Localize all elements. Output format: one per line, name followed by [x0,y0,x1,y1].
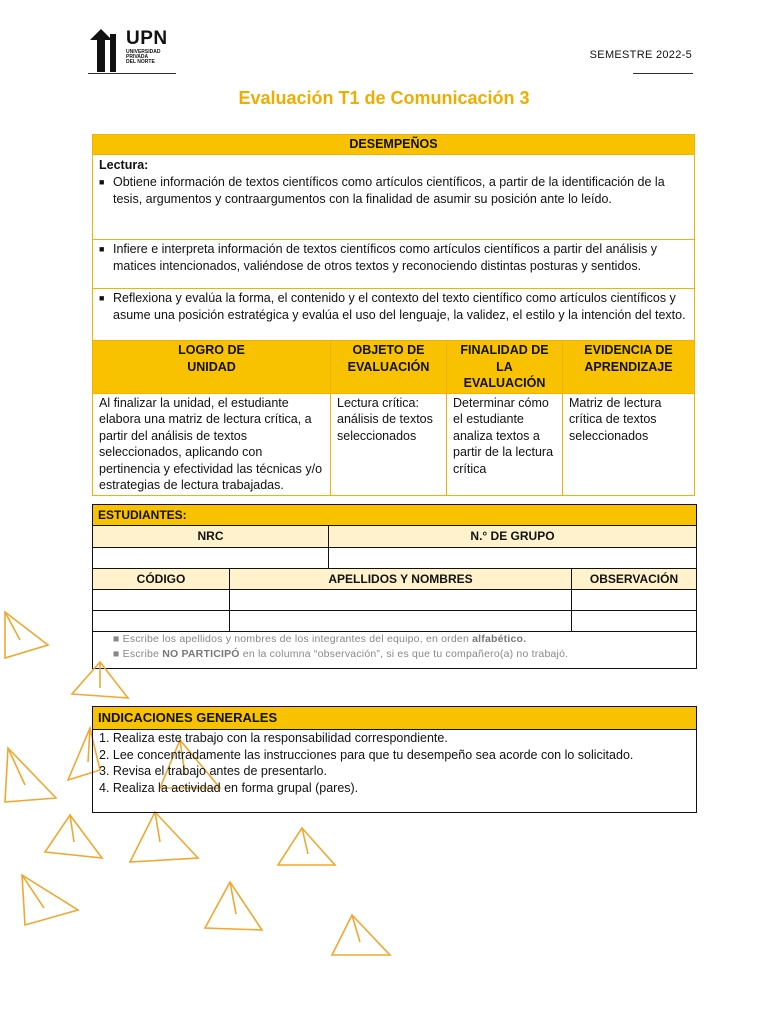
observacion-input[interactable] [572,590,696,610]
desempeno-cell-1 [93,155,695,240]
indicacion-item: 4. Realiza la actividad en forma grupal (pares). [99,780,359,795]
triangle-icon [5,612,48,658]
bullet-icon: ■ [99,293,105,303]
triangle-icon [278,828,335,865]
triangle-icon [5,748,56,802]
triangle-icon [332,915,390,955]
bullet-icon: ■ [113,648,123,660]
semester-label: SEMESTRE 2022-5 [589,49,692,61]
observacion-header: OBSERVACIÓN [589,572,679,586]
codigo-header-row [93,569,696,590]
indicaciones-box [92,706,697,813]
note-no-participo: ■ Escribe NO PARTICIPÓ en la columna “observación”, si es que tu compañero(a) no trabajó. [113,648,569,660]
page-title: Evaluación T1 de Comunicación 3 [238,88,530,108]
desempeno-item: Reflexiona y evalúa la forma, el contenido y el contexto del texto científico como artículos científicos y asume una posición estratégica y evalúa el uso del lenguaje, la validez, el estilo y la intención del texto. [113,291,686,322]
header-line-left [88,73,176,74]
nrc-input[interactable] [93,548,329,568]
estudiantes-title: ESTUDIANTES: [93,505,696,526]
triangle-icon [205,882,262,930]
header-line-right [633,73,693,74]
desempeno-cell-2 [93,240,695,289]
bullet-icon: ■ [99,177,105,187]
objeto-cell: Lectura crítica: análisis de textos seleccionados [331,393,447,495]
grupo-input[interactable] [329,548,696,568]
evidencia-cell: Matriz de lectura crítica de textos seleccionados [563,393,695,495]
observacion-input[interactable] [572,611,696,631]
triangle-icon [130,812,198,862]
bullet-icon: ■ [113,633,123,645]
triangle-icon [45,815,102,858]
note-alfabetico: ■ Escribe los apellidos y nombres de los integrantes del equipo, en orden alfabético. [113,633,527,645]
nrc-header-row [93,526,696,548]
finalidad-cell: Determinar cómo el estudiante analiza textos a partir de la lectura crítica [447,393,563,495]
indicacion-item: 1. Realiza este trabajo con la responsabilidad correspondiente. [99,731,448,745]
triangle-icon [22,875,78,925]
logro-header: LOGRO DE UNIDAD [93,341,331,394]
lectura-label: Lectura: [99,158,149,172]
bullet-icon: ■ [99,244,105,254]
apellidos-header: APELLIDOS Y NOMBRES [230,569,572,589]
evidencia-header: EVIDENCIA DE APRENDIZAJE [563,341,695,394]
logo-subtitle: UNIVERSIDAD PRIVADA DEL NORTE [126,49,161,66]
desempeno-cell-3 [93,289,695,342]
nrc-input-row [93,548,696,569]
nrc-header: NRC [93,526,329,547]
logro-cell: Al finalizar la unidad, el estudiante elabora una matriz de lectura crítica, a partir del análisis de textos seleccionados, aplicando con pertinencia y efectividad las técnicas y/o estrategias de lectura trabajadas. [93,393,331,495]
finalidad-header: FINALIDAD DE LA EVALUACIÓN [447,341,563,394]
indicaciones-title: INDICACIONES GENERALES [93,707,696,730]
grupo-header: N.° DE GRUPO [470,529,555,543]
desempenos-table [92,134,695,342]
objeto-header: OBJETO DE EVALUACIÓN [331,341,447,394]
desempeno-item: Obtiene información de textos científicos como artículos científicos, a partir de la identificación de la tesis, argumentos y contraargumentos con la finalidad de asumir su posición ante lo leído. [113,175,665,206]
indicacion-item: 3. Revisa el trabajo antes de presentarlo. [99,764,327,778]
codigo-header: CÓDIGO [93,569,230,589]
triangle-icon [72,662,128,698]
logo-name: UPN [126,28,168,49]
desempeno-item: Infiere e interpreta información de textos científicos como artículos científicos a partir del análisis y matices intencionados, valiéndose de otros textos y reconociendo distintas posturas y sentidos. [113,242,658,273]
logro-table [92,340,695,496]
indicacion-item: 2. Lee concentradamente las instrucciones para que tu desempeño sea acorde con lo solicitado. [99,747,634,762]
desempenos-header: DESEMPEÑOS [93,135,695,155]
